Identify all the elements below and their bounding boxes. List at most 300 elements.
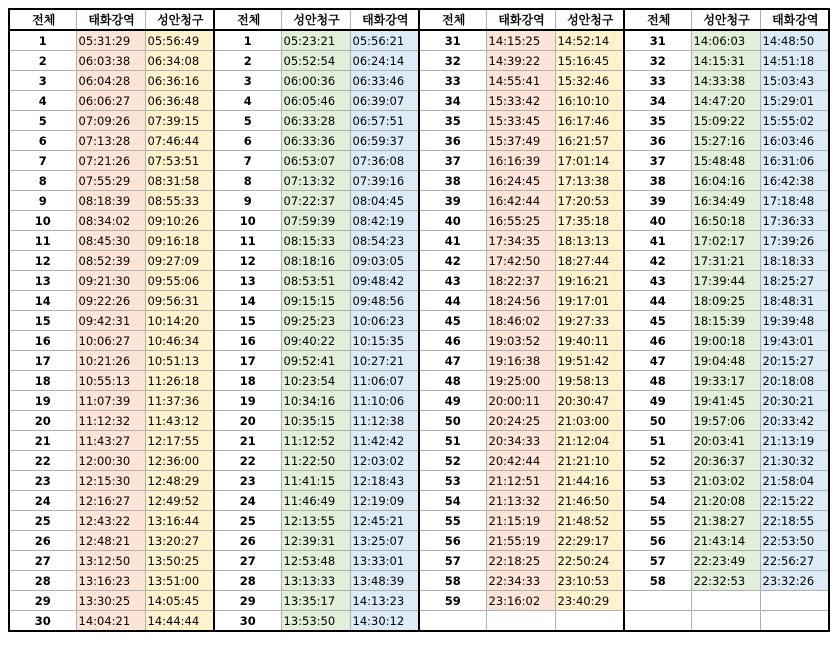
table-row bbox=[9, 471, 829, 491]
trip-number-cell: 6 bbox=[9, 131, 76, 151]
time-cell: 13:12:50 bbox=[76, 551, 145, 571]
time-cell: 09:22:26 bbox=[76, 291, 145, 311]
time-cell: 21:38:27 bbox=[691, 511, 760, 531]
trip-number-cell: 33 bbox=[419, 71, 486, 91]
trip-number-cell: 56 bbox=[419, 531, 486, 551]
table-row bbox=[9, 391, 829, 411]
trip-number-cell: 24 bbox=[214, 491, 281, 511]
time-cell: 11:43:12 bbox=[145, 411, 214, 431]
trip-number-cell: 9 bbox=[214, 191, 281, 211]
time-cell: 14:06:03 bbox=[691, 30, 760, 51]
time-cell: 14:55:41 bbox=[486, 71, 555, 91]
time-cell: 09:03:05 bbox=[350, 251, 419, 271]
trip-number-cell: 39 bbox=[624, 191, 691, 211]
time-cell: 17:35:18 bbox=[555, 211, 624, 231]
table-row bbox=[9, 531, 829, 551]
header-cell: 태화강역 bbox=[486, 9, 555, 30]
table-row bbox=[9, 231, 829, 251]
time-cell: 15:09:22 bbox=[691, 111, 760, 131]
time-cell: 13:30:25 bbox=[76, 591, 145, 611]
time-cell: 13:35:17 bbox=[281, 591, 350, 611]
time-cell: 19:41:45 bbox=[691, 391, 760, 411]
time-cell: 12:15:30 bbox=[76, 471, 145, 491]
header-cell: 성안청구 bbox=[691, 9, 760, 30]
time-cell: 08:18:16 bbox=[281, 251, 350, 271]
trip-number-cell: 13 bbox=[9, 271, 76, 291]
trip-number-cell: 57 bbox=[419, 551, 486, 571]
trip-number-cell: 14 bbox=[9, 291, 76, 311]
time-cell: 15:32:46 bbox=[555, 71, 624, 91]
trip-number-cell: 51 bbox=[419, 431, 486, 451]
trip-number-cell: 56 bbox=[624, 531, 691, 551]
trip-number-cell: 57 bbox=[624, 551, 691, 571]
time-cell: 20:24:25 bbox=[486, 411, 555, 431]
time-cell: 21:12:04 bbox=[555, 431, 624, 451]
trip-number-cell: 26 bbox=[214, 531, 281, 551]
time-cell: 10:46:34 bbox=[145, 331, 214, 351]
time-cell: 12:49:52 bbox=[145, 491, 214, 511]
time-cell: 09:48:56 bbox=[350, 291, 419, 311]
empty-cell bbox=[624, 591, 691, 611]
time-cell: 09:10:26 bbox=[145, 211, 214, 231]
header-cell: 성안청구 bbox=[281, 9, 350, 30]
time-cell: 05:56:21 bbox=[350, 30, 419, 51]
time-cell: 10:06:23 bbox=[350, 311, 419, 331]
time-cell: 09:52:41 bbox=[281, 351, 350, 371]
time-cell: 06:53:07 bbox=[281, 151, 350, 171]
trip-number-cell: 14 bbox=[214, 291, 281, 311]
time-cell: 16:50:18 bbox=[691, 211, 760, 231]
trip-number-cell: 19 bbox=[9, 391, 76, 411]
time-cell: 19:33:17 bbox=[691, 371, 760, 391]
trip-number-cell: 50 bbox=[419, 411, 486, 431]
trip-number-cell: 48 bbox=[624, 371, 691, 391]
header-cell: 전체 bbox=[624, 9, 691, 30]
time-cell: 05:23:21 bbox=[281, 30, 350, 51]
time-cell: 13:16:44 bbox=[145, 511, 214, 531]
time-cell: 08:55:33 bbox=[145, 191, 214, 211]
trip-number-cell: 58 bbox=[419, 571, 486, 591]
trip-number-cell: 4 bbox=[9, 91, 76, 111]
trip-number-cell: 5 bbox=[9, 111, 76, 131]
time-cell: 07:22:37 bbox=[281, 191, 350, 211]
time-cell: 19:27:33 bbox=[555, 311, 624, 331]
trip-number-cell: 55 bbox=[624, 511, 691, 531]
trip-number-cell: 33 bbox=[624, 71, 691, 91]
time-cell: 19:16:38 bbox=[486, 351, 555, 371]
time-cell: 16:16:39 bbox=[486, 151, 555, 171]
time-cell: 16:55:25 bbox=[486, 211, 555, 231]
trip-number-cell: 54 bbox=[419, 491, 486, 511]
time-cell: 22:34:33 bbox=[486, 571, 555, 591]
time-cell: 16:17:46 bbox=[555, 111, 624, 131]
time-cell: 19:43:01 bbox=[760, 331, 829, 351]
table-row bbox=[9, 191, 829, 211]
time-cell: 10:14:20 bbox=[145, 311, 214, 331]
time-cell: 11:26:18 bbox=[145, 371, 214, 391]
time-cell: 16:03:46 bbox=[760, 131, 829, 151]
time-cell: 19:58:13 bbox=[555, 371, 624, 391]
time-cell: 08:53:51 bbox=[281, 271, 350, 291]
time-cell: 22:18:25 bbox=[486, 551, 555, 571]
empty-cell bbox=[760, 591, 829, 611]
table-row bbox=[9, 91, 829, 111]
trip-number-cell: 42 bbox=[624, 251, 691, 271]
time-cell: 09:25:23 bbox=[281, 311, 350, 331]
time-cell: 11:41:15 bbox=[281, 471, 350, 491]
trip-number-cell: 9 bbox=[9, 191, 76, 211]
time-cell: 17:39:26 bbox=[760, 231, 829, 251]
trip-number-cell: 29 bbox=[9, 591, 76, 611]
trip-number-cell: 52 bbox=[419, 451, 486, 471]
trip-number-cell: 11 bbox=[214, 231, 281, 251]
time-cell: 06:04:28 bbox=[76, 71, 145, 91]
time-cell: 17:18:48 bbox=[760, 191, 829, 211]
time-cell: 12:00:30 bbox=[76, 451, 145, 471]
trip-number-cell: 13 bbox=[214, 271, 281, 291]
time-cell: 12:43:22 bbox=[76, 511, 145, 531]
time-cell: 12:48:21 bbox=[76, 531, 145, 551]
table-row bbox=[9, 331, 829, 351]
trip-number-cell: 4 bbox=[214, 91, 281, 111]
trip-number-cell: 42 bbox=[419, 251, 486, 271]
trip-number-cell: 48 bbox=[419, 371, 486, 391]
time-cell: 22:23:49 bbox=[691, 551, 760, 571]
trip-number-cell: 36 bbox=[419, 131, 486, 151]
trip-number-cell: 59 bbox=[419, 591, 486, 611]
time-cell: 11:12:38 bbox=[350, 411, 419, 431]
table-row bbox=[9, 591, 829, 611]
time-cell: 11:07:39 bbox=[76, 391, 145, 411]
time-cell: 15:29:01 bbox=[760, 91, 829, 111]
time-cell: 19:40:11 bbox=[555, 331, 624, 351]
time-cell: 07:13:32 bbox=[281, 171, 350, 191]
time-cell: 19:04:48 bbox=[691, 351, 760, 371]
time-cell: 07:39:16 bbox=[350, 171, 419, 191]
time-cell: 11:10:06 bbox=[350, 391, 419, 411]
time-cell: 10:55:13 bbox=[76, 371, 145, 391]
time-cell: 06:33:28 bbox=[281, 111, 350, 131]
trip-number-cell: 18 bbox=[214, 371, 281, 391]
table-row bbox=[9, 511, 829, 531]
trip-number-cell: 44 bbox=[419, 291, 486, 311]
time-cell: 10:35:15 bbox=[281, 411, 350, 431]
time-cell: 20:18:08 bbox=[760, 371, 829, 391]
time-cell: 21:21:10 bbox=[555, 451, 624, 471]
table-row bbox=[9, 411, 829, 431]
time-cell: 11:42:42 bbox=[350, 431, 419, 451]
time-cell: 07:53:51 bbox=[145, 151, 214, 171]
timetable-body bbox=[9, 30, 829, 631]
trip-number-cell: 39 bbox=[419, 191, 486, 211]
header-cell: 태화강역 bbox=[350, 9, 419, 30]
time-cell: 18:09:25 bbox=[691, 291, 760, 311]
trip-number-cell: 23 bbox=[214, 471, 281, 491]
trip-number-cell: 36 bbox=[624, 131, 691, 151]
time-cell: 14:30:12 bbox=[350, 611, 419, 632]
empty-cell bbox=[691, 611, 760, 632]
time-cell: 20:15:27 bbox=[760, 351, 829, 371]
time-cell: 19:17:01 bbox=[555, 291, 624, 311]
time-cell: 23:32:26 bbox=[760, 571, 829, 591]
time-cell: 14:52:14 bbox=[555, 30, 624, 51]
trip-number-cell: 37 bbox=[419, 151, 486, 171]
trip-number-cell: 16 bbox=[9, 331, 76, 351]
time-cell: 06:59:37 bbox=[350, 131, 419, 151]
time-cell: 22:53:50 bbox=[760, 531, 829, 551]
time-cell: 16:04:16 bbox=[691, 171, 760, 191]
time-cell: 22:15:22 bbox=[760, 491, 829, 511]
time-cell: 09:40:22 bbox=[281, 331, 350, 351]
header-cell: 성안청구 bbox=[145, 9, 214, 30]
table-row bbox=[9, 351, 829, 371]
time-cell: 21:03:02 bbox=[691, 471, 760, 491]
trip-number-cell: 12 bbox=[9, 251, 76, 271]
trip-number-cell: 10 bbox=[214, 211, 281, 231]
time-cell: 14:13:23 bbox=[350, 591, 419, 611]
time-cell: 06:03:38 bbox=[76, 51, 145, 71]
trip-number-cell: 15 bbox=[214, 311, 281, 331]
time-cell: 17:20:53 bbox=[555, 191, 624, 211]
time-cell: 09:48:42 bbox=[350, 271, 419, 291]
trip-number-cell: 21 bbox=[214, 431, 281, 451]
table-row bbox=[9, 311, 829, 331]
table-row bbox=[9, 131, 829, 151]
time-cell: 19:25:00 bbox=[486, 371, 555, 391]
trip-number-cell: 41 bbox=[624, 231, 691, 251]
time-cell: 17:13:38 bbox=[555, 171, 624, 191]
header-cell: 성안청구 bbox=[555, 9, 624, 30]
trip-number-cell: 29 bbox=[214, 591, 281, 611]
time-cell: 08:34:02 bbox=[76, 211, 145, 231]
trip-number-cell: 38 bbox=[419, 171, 486, 191]
time-cell: 06:05:46 bbox=[281, 91, 350, 111]
time-cell: 21:58:04 bbox=[760, 471, 829, 491]
header-cell: 전체 bbox=[9, 9, 76, 30]
time-cell: 21:43:14 bbox=[691, 531, 760, 551]
trip-number-cell: 31 bbox=[624, 30, 691, 51]
time-cell: 09:15:15 bbox=[281, 291, 350, 311]
empty-cell bbox=[691, 591, 760, 611]
time-cell: 13:51:00 bbox=[145, 571, 214, 591]
trip-number-cell: 32 bbox=[419, 51, 486, 71]
time-cell: 07:46:44 bbox=[145, 131, 214, 151]
trip-number-cell: 51 bbox=[624, 431, 691, 451]
trip-number-cell: 3 bbox=[214, 71, 281, 91]
time-cell: 06:33:46 bbox=[350, 71, 419, 91]
time-cell: 09:55:06 bbox=[145, 271, 214, 291]
trip-number-cell: 20 bbox=[9, 411, 76, 431]
trip-number-cell: 26 bbox=[9, 531, 76, 551]
trip-number-cell: 53 bbox=[624, 471, 691, 491]
table-row bbox=[9, 371, 829, 391]
table-row bbox=[9, 571, 829, 591]
time-cell: 14:04:21 bbox=[76, 611, 145, 632]
time-cell: 19:00:18 bbox=[691, 331, 760, 351]
table-row bbox=[9, 271, 829, 291]
time-cell: 12:48:29 bbox=[145, 471, 214, 491]
time-cell: 16:42:38 bbox=[760, 171, 829, 191]
time-cell: 19:51:42 bbox=[555, 351, 624, 371]
time-cell: 16:10:10 bbox=[555, 91, 624, 111]
empty-cell bbox=[624, 611, 691, 632]
time-cell: 11:43:27 bbox=[76, 431, 145, 451]
trip-number-cell: 30 bbox=[9, 611, 76, 632]
trip-number-cell: 27 bbox=[214, 551, 281, 571]
table-row bbox=[9, 71, 829, 91]
time-cell: 08:52:39 bbox=[76, 251, 145, 271]
table-row bbox=[9, 291, 829, 311]
time-cell: 17:42:50 bbox=[486, 251, 555, 271]
timetable-sheet bbox=[8, 8, 828, 632]
time-cell: 06:33:36 bbox=[281, 131, 350, 151]
time-cell: 18:46:02 bbox=[486, 311, 555, 331]
trip-number-cell: 58 bbox=[624, 571, 691, 591]
empty-cell bbox=[486, 611, 555, 632]
time-cell: 12:16:27 bbox=[76, 491, 145, 511]
time-cell: 21:13:19 bbox=[760, 431, 829, 451]
time-cell: 10:51:13 bbox=[145, 351, 214, 371]
trip-number-cell: 22 bbox=[214, 451, 281, 471]
time-cell: 10:34:16 bbox=[281, 391, 350, 411]
time-cell: 10:27:21 bbox=[350, 351, 419, 371]
time-cell: 12:17:55 bbox=[145, 431, 214, 451]
time-cell: 14:51:18 bbox=[760, 51, 829, 71]
time-cell: 21:30:32 bbox=[760, 451, 829, 471]
time-cell: 05:56:49 bbox=[145, 30, 214, 51]
empty-cell bbox=[760, 611, 829, 632]
time-cell: 18:22:37 bbox=[486, 271, 555, 291]
time-cell: 12:39:31 bbox=[281, 531, 350, 551]
time-cell: 18:15:39 bbox=[691, 311, 760, 331]
trip-number-cell: 40 bbox=[419, 211, 486, 231]
time-cell: 12:36:00 bbox=[145, 451, 214, 471]
time-cell: 07:21:26 bbox=[76, 151, 145, 171]
time-cell: 15:16:45 bbox=[555, 51, 624, 71]
trip-number-cell: 32 bbox=[624, 51, 691, 71]
time-cell: 21:20:08 bbox=[691, 491, 760, 511]
table-row bbox=[9, 551, 829, 571]
time-cell: 14:44:44 bbox=[145, 611, 214, 632]
time-cell: 13:16:23 bbox=[76, 571, 145, 591]
time-cell: 20:36:37 bbox=[691, 451, 760, 471]
table-row bbox=[9, 251, 829, 271]
trip-number-cell: 31 bbox=[419, 30, 486, 51]
trip-number-cell: 12 bbox=[214, 251, 281, 271]
time-cell: 16:24:45 bbox=[486, 171, 555, 191]
trip-number-cell: 27 bbox=[9, 551, 76, 571]
empty-cell bbox=[419, 611, 486, 632]
time-cell: 22:18:55 bbox=[760, 511, 829, 531]
time-cell: 13:25:07 bbox=[350, 531, 419, 551]
table-row bbox=[9, 151, 829, 171]
time-cell: 19:39:48 bbox=[760, 311, 829, 331]
time-cell: 18:24:56 bbox=[486, 291, 555, 311]
time-cell: 20:42:44 bbox=[486, 451, 555, 471]
header-cell: 태화강역 bbox=[760, 9, 829, 30]
time-cell: 21:48:52 bbox=[555, 511, 624, 531]
time-cell: 12:53:48 bbox=[281, 551, 350, 571]
trip-number-cell: 22 bbox=[9, 451, 76, 471]
trip-number-cell: 16 bbox=[214, 331, 281, 351]
time-cell: 08:42:19 bbox=[350, 211, 419, 231]
trip-number-cell: 40 bbox=[624, 211, 691, 231]
trip-number-cell: 38 bbox=[624, 171, 691, 191]
trip-number-cell: 45 bbox=[419, 311, 486, 331]
time-cell: 06:24:14 bbox=[350, 51, 419, 71]
time-cell: 14:47:20 bbox=[691, 91, 760, 111]
trip-number-cell: 2 bbox=[9, 51, 76, 71]
header-cell: 태화강역 bbox=[76, 9, 145, 30]
empty-cell bbox=[555, 611, 624, 632]
time-cell: 11:22:50 bbox=[281, 451, 350, 471]
time-cell: 21:13:32 bbox=[486, 491, 555, 511]
time-cell: 21:46:50 bbox=[555, 491, 624, 511]
time-cell: 17:01:14 bbox=[555, 151, 624, 171]
time-cell: 06:00:36 bbox=[281, 71, 350, 91]
time-cell: 17:02:17 bbox=[691, 231, 760, 251]
trip-number-cell: 45 bbox=[624, 311, 691, 331]
trip-number-cell: 5 bbox=[214, 111, 281, 131]
trip-number-cell: 1 bbox=[9, 30, 76, 51]
time-cell: 17:36:33 bbox=[760, 211, 829, 231]
time-cell: 08:45:30 bbox=[76, 231, 145, 251]
time-cell: 14:39:22 bbox=[486, 51, 555, 71]
trip-number-cell: 21 bbox=[9, 431, 76, 451]
trip-number-cell: 25 bbox=[9, 511, 76, 531]
time-cell: 16:31:06 bbox=[760, 151, 829, 171]
trip-number-cell: 8 bbox=[9, 171, 76, 191]
trip-number-cell: 47 bbox=[419, 351, 486, 371]
time-cell: 14:33:38 bbox=[691, 71, 760, 91]
time-cell: 11:12:52 bbox=[281, 431, 350, 451]
time-cell: 12:03:02 bbox=[350, 451, 419, 471]
time-cell: 22:29:17 bbox=[555, 531, 624, 551]
time-cell: 18:25:27 bbox=[760, 271, 829, 291]
trip-number-cell: 52 bbox=[624, 451, 691, 471]
time-cell: 06:06:27 bbox=[76, 91, 145, 111]
trip-number-cell: 35 bbox=[624, 111, 691, 131]
time-cell: 22:32:53 bbox=[691, 571, 760, 591]
time-cell: 07:59:39 bbox=[281, 211, 350, 231]
table-row bbox=[9, 431, 829, 451]
table-row bbox=[9, 611, 829, 632]
time-cell: 20:33:42 bbox=[760, 411, 829, 431]
trip-number-cell: 24 bbox=[9, 491, 76, 511]
time-cell: 06:36:48 bbox=[145, 91, 214, 111]
trip-number-cell: 8 bbox=[214, 171, 281, 191]
time-cell: 18:13:13 bbox=[555, 231, 624, 251]
trip-number-cell: 44 bbox=[624, 291, 691, 311]
trip-number-cell: 20 bbox=[214, 411, 281, 431]
trip-number-cell: 23 bbox=[9, 471, 76, 491]
time-cell: 21:44:16 bbox=[555, 471, 624, 491]
time-cell: 17:39:44 bbox=[691, 271, 760, 291]
time-cell: 09:27:09 bbox=[145, 251, 214, 271]
time-cell: 10:23:54 bbox=[281, 371, 350, 391]
header-cell: 전체 bbox=[419, 9, 486, 30]
table-row bbox=[9, 211, 829, 231]
time-cell: 13:48:39 bbox=[350, 571, 419, 591]
time-cell: 19:03:52 bbox=[486, 331, 555, 351]
trip-number-cell: 49 bbox=[419, 391, 486, 411]
time-cell: 09:56:31 bbox=[145, 291, 214, 311]
time-cell: 16:34:49 bbox=[691, 191, 760, 211]
time-cell: 13:20:27 bbox=[145, 531, 214, 551]
time-cell: 12:45:21 bbox=[350, 511, 419, 531]
time-cell: 15:37:49 bbox=[486, 131, 555, 151]
time-cell: 13:33:01 bbox=[350, 551, 419, 571]
